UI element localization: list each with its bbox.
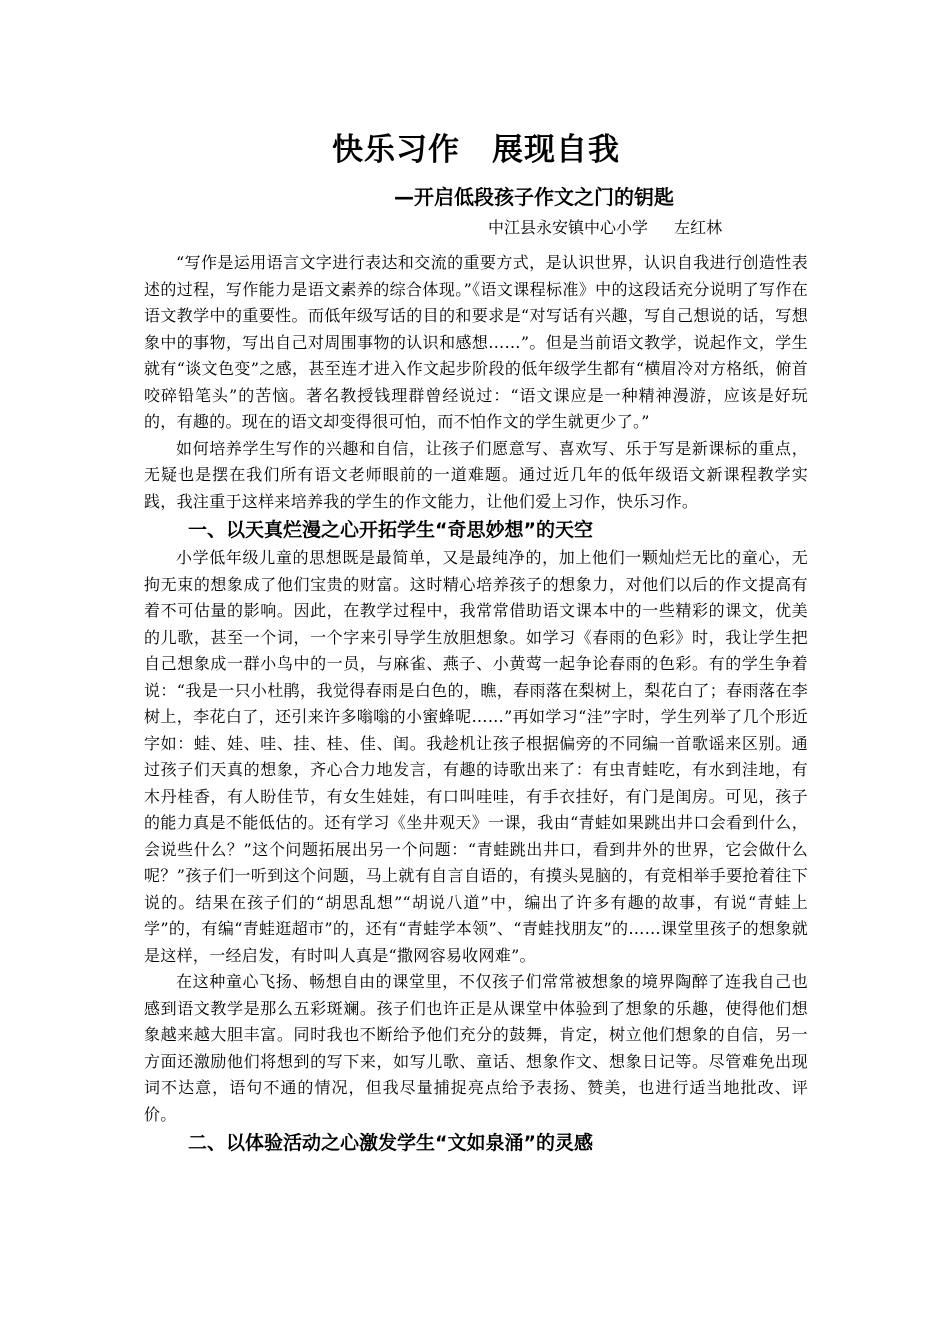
section-1-paragraph-2: 在这种童心飞扬、畅想自由的课堂里，不仅孩子们常常被想象的境界陶醉了连我自己也感到语文教学是那么五彩斑斓。孩子们也许正是从课堂中体验到了想象的乐趣，使得他们想象越来越大胆丰富。同时我也不断给予他们充分的鼓舞，肯定，树立他们想象的自信，另一方面还激励他们将想到的写下来，如写儿歌、童话、想象作文、想象日记等。尽管难免出现词不达意，语句不通的情况，但我尽量捕捉亮点给予表扬、赞美，也进行适当地批改、评价。: [144, 972, 808, 1124]
author-line: 中江县永安镇中心小学 左红林: [488, 218, 723, 237]
intro-paragraph-2: 如何培养学生写作的兴趣和自信，让孩子们愿意写、喜欢写、乐于写是新课标的重点，无疑也是摆在我们所有语文老师眼前的一道难题。通过近几年的低年级语文新课程教学实践，我注重于这样来培养我的学生的作文能力，让他们爱上习作，快乐习作。: [144, 438, 808, 511]
section-1-paragraph-1: 小学低年级儿童的思想既是最简单，又是最纯净的，加上他们一颗灿烂无比的童心，无拘无束的想象成了他们宝贵的财富。这时精心培养孩子的想象力，对他们以后的作文提高有着不可估量的影响。因此，在教学过程中，我常常借助语文课本中的一些精彩的课文，优美的儿歌，甚至一个词，一个字来引导学生放胆想象。如学习《春雨的色彩》时，我让学生把自己想象成一群小鸟中的一员，与麻雀、燕子、小黄莺一起争论春雨的色彩。有的学生争着说：“我是一只小杜鹃，我觉得春雨是白色的，瞧，春雨落在梨树上，梨花白了；春雨落在李树上，李花白了，还引来许多嗡嗡的小蜜蜂呢……”再如学习“洼”字时，学生列举了几个形近字如：蛙、娃、哇、挂、桂、佳、闺。我趁机让孩子根据偏旁的不同编一首歌谣来区别。通过孩子们天真的想象，齐心合力地发言，有趣的诗歌出来了：有虫青蛙吃，有水到洼地，有木丹桂香，有人盼佳节，有女生娃娃，有口叫哇哇，有手衣挂好，有门是闺房。可见，孩子的能力真是不能低估的。还有学习《坐井观天》一课，我由“青蛙如果跳出井口会看到什么，会说些什么？”这个问题拓展出另一个问题：“青蛙跳出井口，看到井外的世界，它会做什么呢？”孩子们一听到这个问题，马上就有自言自语的，有摸头晃脑的，有竞相举手要抢着往下说的。结果在孩子们的“胡思乱想”“胡说八道”中，编出了许多有趣的故事，有说“青蛙上学”的，有编“青蛙逛超市”的，还有“青蛙学本领”、“青蛙找朋友”的……课堂里孩子的想象就是这样，一经启发，有时叫人真是“撒网容易收网难”。: [144, 548, 808, 965]
document-body: [144, 128, 808, 1158]
intro-paragraph-1: “写作是运用语言文字进行表达和交流的重要方式，是认识世界，认识自我进行创造性表述的过程，写作能力是语文素养的综合体现。”《语文课程标准》中的这段话充分说明了写作在语文教学中的重要性。而低年级写话的目的和要求是“对写话有兴趣，写自己想说的话，写想象中的事物，写出自己对周围事物的认识和感想……”。但是当前语文教学，说起作文，学生就有“谈文色变”之感，甚至连才进入作文起步阶段的低年级学生都有“横眉冷对方格纸，俯首咬碎铅笔头”的苦恼。著名教授钱理群曾经说过：“语文课应是一种精神漫游，应该是好玩的，有趣的。现在的语文却变得很可怕，而不怕作文的学生就更少了。”: [144, 253, 808, 431]
section-1-heading: 一、以天真烂漫之心开拓学生“奇思妙想”的天空: [188, 519, 593, 541]
document-subtitle: —开启低段孩子作文之门的钥匙: [394, 185, 674, 209]
section-2-heading: 二、以体验活动之心激发学生“文如泉涌”的灵感: [188, 1132, 593, 1154]
document-title: 快乐习作 展现自我: [332, 132, 620, 168]
